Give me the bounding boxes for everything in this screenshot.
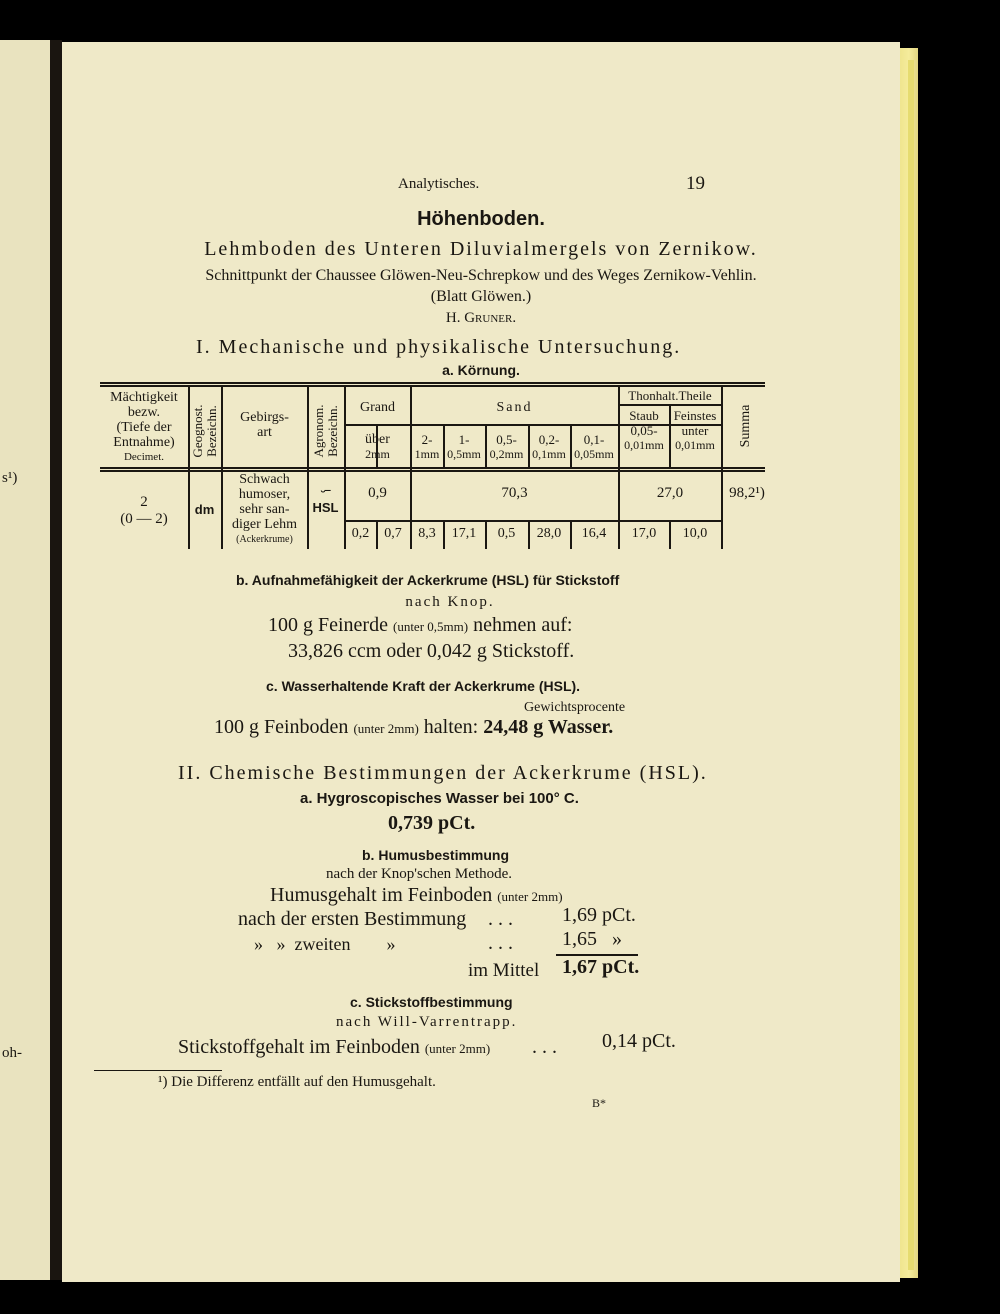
header-staub: Staub 0,05- 0,01mm	[624, 408, 664, 452]
cell-value: 8,3	[418, 526, 436, 541]
page-number: 19	[686, 173, 705, 194]
cell-value: 28,0	[536, 526, 562, 541]
header-sand-fraction: 0,1- 0,05mm	[574, 432, 614, 461]
section-2c-line: Stickstoffgehalt im Feinboden (unter 2mm)	[178, 1036, 491, 1058]
section-2c-method: nach Will-Varrentrapp.	[336, 1014, 518, 1030]
section-2-title: II. Chemische Bestimmungen der Ackerkrume (HSL).	[178, 762, 708, 784]
subtitle: Lehmboden des Unteren Diluvialmergels von Zernikow.	[204, 238, 758, 260]
author: H. Gruner.	[445, 310, 517, 326]
cell-summa: 98,2¹)	[729, 485, 765, 501]
header-geognost: Geognost. Bezeichn.	[190, 404, 219, 458]
section-1-title: I. Mechanische und physikalische Untersuchung.	[196, 336, 682, 358]
header-sand-fraction: 2- 1mm	[414, 432, 440, 461]
section-2c-heading: c. Stickstoffbestimmung	[350, 994, 513, 1010]
book-page	[62, 42, 900, 1282]
cell-value: 0,7	[384, 526, 402, 541]
cell-value: 17,1	[451, 526, 477, 541]
cell-value: 0,2	[351, 526, 370, 541]
section-2a-heading: a. Hygroscopisches Wasser bei 100° C.	[300, 790, 579, 807]
sheet-line: (Blatt Glöwen.)	[430, 288, 532, 305]
header-feinstes: Feinstes unter 0,01mm	[673, 408, 717, 452]
header-grand: Grand	[360, 400, 395, 415]
mittel-value: 1,67 pCt.	[562, 956, 640, 978]
cell-value: 10,0	[682, 526, 708, 541]
cell-grand-total: 0,9	[368, 485, 387, 501]
section-1b-heading: b. Aufnahmefähigkeit der Ackerkrume (HSL) für Stickstoff	[236, 572, 620, 588]
page-edges-inner	[908, 60, 914, 1270]
header-grand-sub: über 2mm	[365, 432, 390, 461]
previous-page-fragment: oh-	[2, 1045, 22, 1061]
book-gutter	[50, 40, 62, 1280]
section-1b-line1: 100 g Feinerde (unter 0,5mm) nehmen auf:	[268, 614, 573, 636]
cell-geognost: dm	[194, 502, 215, 517]
cell-value: 0,5	[497, 526, 516, 541]
cell-depth: 2 (0 — 2)	[120, 494, 168, 527]
section-1b-line2: 33,826 ccm oder 0,042 g Stickstoff.	[288, 640, 575, 662]
cell-gebirgsart: Schwach humoser, sehr san- diger Lehm (Ackerkrume)	[232, 472, 297, 545]
header-sand-fraction: 0,5- 0,2mm	[489, 432, 524, 461]
header-summa: Summa	[738, 404, 753, 448]
cell-value: 16,4	[581, 526, 607, 541]
section-1c-label: Gewichtsprocente	[524, 700, 626, 715]
mittel-label: im Mittel	[468, 960, 540, 981]
section-1b-method: nach Knop.	[405, 594, 495, 610]
cell-sand-total: 70,3	[501, 485, 528, 501]
section-1c-heading: c. Wasserhaltende Kraft der Ackerkrume (HSL).	[266, 678, 581, 694]
cell-value: 17,0	[631, 526, 657, 541]
header-depth: Mächtigkeit bezw. (Tiefe der Entnahme) Decimet.	[110, 390, 178, 463]
previous-page-edge	[0, 40, 53, 1280]
humus-row-1-value: 1,69 pCt.	[562, 904, 636, 926]
page-title: Höhenboden.	[417, 208, 545, 230]
running-title: Analytisches.	[398, 176, 480, 192]
location-line: Schnittpunkt der Chaussee Glöwen-Neu-Schrepkow und des Weges Zernikow-Vehlin.	[205, 267, 757, 284]
footnote: ¹) Die Differenz entfällt auf den Humusgehalt.	[158, 1074, 436, 1090]
section-2b-heading: b. Humusbestimmung	[362, 847, 510, 863]
header-thon: Thonhalt.Theile	[628, 388, 712, 403]
signature-mark: B*	[592, 1096, 607, 1110]
humus-row-1-dots: . . .	[488, 908, 513, 930]
section-1c-line: 100 g Feinboden (unter 2mm) halten: 24,48 g Wasser.	[214, 716, 614, 738]
humus-row-1-label: nach der ersten Bestimmung	[238, 908, 467, 930]
section-2c-dots: . . .	[532, 1036, 557, 1058]
header-agronom: Agronom. Bezeichn.	[311, 404, 340, 458]
humus-row-2-dots: . . .	[488, 932, 513, 954]
section-2a-value: 0,739 pCt.	[388, 812, 476, 834]
section-1a-heading: a. Körnung.	[442, 362, 520, 378]
section-2b-line: Humusgehalt im Feinboden (unter 2mm)	[270, 884, 563, 906]
header-sand-fraction: 0,2- 0,1mm	[532, 432, 566, 461]
header-gebirgsart: Gebirgs- art	[240, 410, 289, 440]
humus-row-2-value: 1,65 »	[562, 928, 622, 950]
cell-agronom: ˘‾ HSL	[312, 488, 339, 515]
section-2c-value: 0,14 pCt.	[602, 1030, 676, 1052]
header-sand: Sand	[496, 400, 533, 415]
humus-row-2-label: » » zweiten »	[254, 934, 396, 954]
previous-page-fragment: s¹)	[2, 470, 18, 486]
cell-thon-total: 27,0	[656, 485, 684, 501]
section-2b-method: nach der Knop'schen Methode.	[326, 866, 512, 882]
header-sand-fraction: 1- 0,5mm	[447, 432, 481, 461]
